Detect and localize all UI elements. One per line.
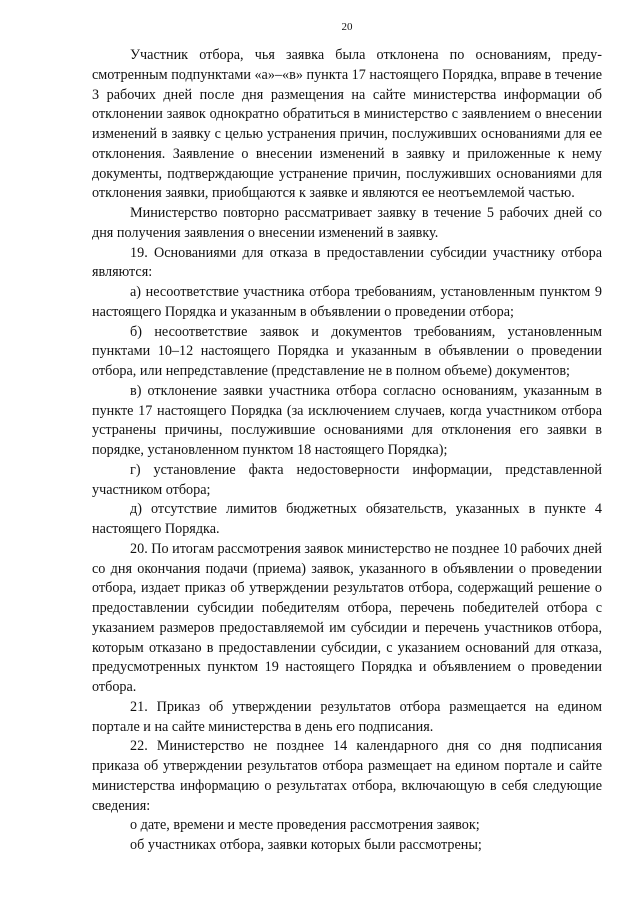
paragraph-19-g: г) установление факта недостоверности информации, представленной участником отбора; <box>92 461 602 498</box>
document-page <box>92 20 602 890</box>
paragraph-19-d: д) отсутствие лимитов бюджетных обязательств, указанных в пункте 4 настоящего Порядка. <box>92 501 602 537</box>
paragraph-18-amendment: Участник отбора, чья заявка была отклонена по основаниям, предусмотренным подпунктами «а»–«в» пункта 17 настоящего Порядка, вправе в течение 3 рабочих дней после дня размещения на сайте министерства информации об отклонении заявок однократно обратиться в министерство с заявлением о внесении изменений в заявку с целью устранения причин, послуживших основаниями для ее отклонения. Заявление о внесении изменений в заявку и приложенные к нему документы, подтверждающие устранение причин, послуживших основаниями для отклонения заявки, приобщаются к заявке и являются ее неотъемлемой частью. <box>92 47 602 202</box>
document-body <box>92 46 602 856</box>
paragraph-repeat-review: Министерство повторно рассматривает заявку в течение 5 рабочих дней со дня получения заявления о внесении изменений в заявку. <box>92 205 602 241</box>
paragraph-19: 19. Основаниями для отказа в предоставлении субсидии участнику отбора являются: <box>92 244 602 281</box>
page-number: 20 <box>341 21 353 33</box>
paragraph-22-item-date: о дате, времени и месте проведения рассмотрения заявок; <box>130 817 480 834</box>
paragraph-22-item-participants: об участниках отбора, заявки которых были рассмотрены; <box>130 837 482 853</box>
paragraph-22: 22. Министерство не позднее 14 календарного дня со дня подписания приказа об утверждении результатов отбора размещает на едином портале и сайте министерства информацию о результатах отбора, включающую в себя следующие сведения: <box>92 738 602 814</box>
paragraph-20: 20. По итогам рассмотрения заявок министерство не позднее 10 рабочих дней со дня окончания подачи (приема) заявок, указанного в объявлении о проведении отбора, издает приказ об утверждении результатов отбора, содержащий решение о предоставлении субсидии победителям отбора, перечень победителей отбора с указанием размеров предоставляемой им субсидии и перечень участников отбора, которым отказано в предоставлении субсидии, с указанием оснований для отказа, предусмотренных пунктом 19 настоящего Порядка и объявлением о проведении отбора. <box>92 540 602 695</box>
paragraph-21: 21. Приказ об утверждении результатов отбора размещается на едином портале и на сайте министерства в день его подписания. <box>92 698 602 735</box>
paragraph-19-b: б) несоответствие заявок и документов требованиям, установленным пунктами 10–12 настоящего Порядка и указанным в объявлении о проведении отбора, или непредставление (представление не в полном объеме) документов; <box>92 323 602 379</box>
paragraph-19-v: в) отклонение заявки участника отбора согласно основаниям, указанным в пункте 17 настоящего Порядка (за исключением случаев, когда участником отбора устранены причины, послужившие основаниями для отклонения его заявки в порядке, установленном пунктом 18 настоящего Порядка); <box>92 382 602 458</box>
paragraph-19-a: а) несоответствие участника отбора требованиям, установленным пунктом 9 настоящего Порядка и указанным в объявлении о проведении отбора; <box>92 284 602 320</box>
